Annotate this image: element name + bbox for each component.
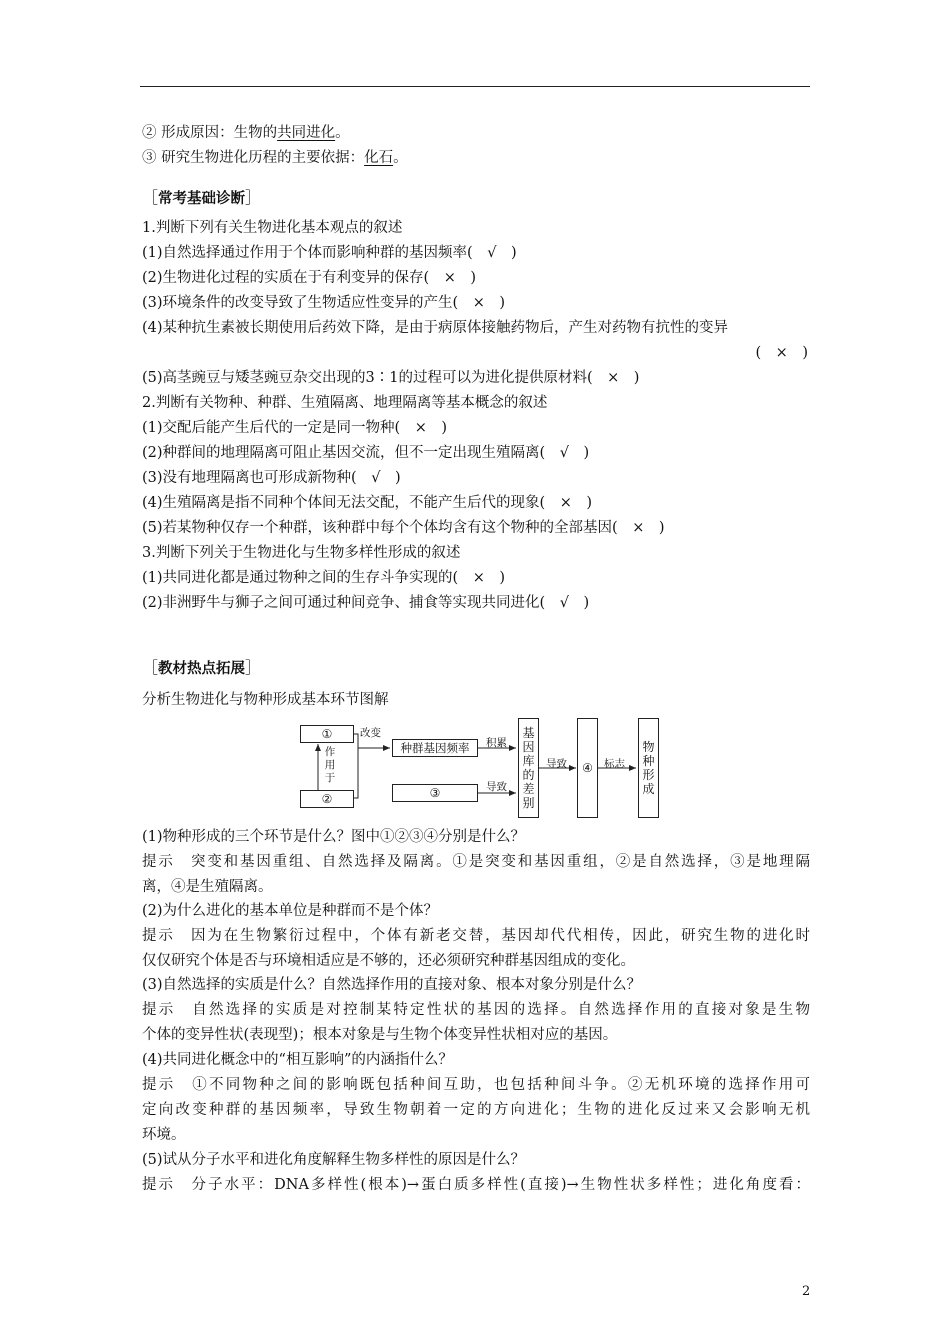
qa-answer: 提示 突变和基因重组、自然选择及隔离。①是突变和基因重组，②是自然选择，③是地理隔 [142,854,810,870]
qa-question: (1)物种形成的三个环节是什么？图中①②③④分别是什么？ [142,829,526,845]
marker-label: 标志 [604,758,625,770]
qa-question: (3)自然选择的实质是什么？自然选择作用的直接对象、根本对象分别是什么？ [142,977,642,993]
box-1: ① [300,725,354,743]
qa-question: (4)共同进化概念中的“相互影响”的内涵指什么？ [142,1052,453,1068]
list-item: (2)种群间的地理隔离可阻止基因交流，但不一定出现生殖隔离( √ ) [142,445,590,461]
qa-answer: 提示 因为在生物繁衍过程中，个体有新老交替，基因却代代相传，因此，研究生物的进化时 [142,928,810,944]
q2-heading: 2.判断有关物种、种群、生殖隔离、地理隔离等基本概念的叙述 [142,395,548,411]
section-title-extension: ［教材热点拓展］ [142,658,262,677]
list-item: (4)某种抗生素被长期使用后药效下降，是由于病原体接触药物后，产生对药物有抗性的变异 [142,320,729,336]
list-item: (2)非洲野牛与狮子之间可通过种间竞争、捕食等实现共同进化( √ ) [142,595,590,611]
list-item: (3)没有地理隔离也可形成新物种( √ ) [142,470,401,486]
list-item: (3)环境条件的改变导致了生物适应性变异的产生( × ) [142,295,506,311]
gene-pool-diff-box: 基因库的差别 [518,718,539,818]
qa-answer: 仅仅研究个体是否与环境相适应是不够的，还必须研究种群基因组成的变化。 [142,953,635,969]
list-item: (5)若某物种仅存一个种群，该种群中每个个体均含有这个物种的全部基因( × ) [142,520,665,536]
evidence-line: ③ 研究生物进化历程的主要依据：化石。 [142,150,408,166]
qa-answer: 提示 分子水平：DNA多样性(根本)→蛋白质多样性(直接)→生物性状多样性；进化角度看： [142,1177,810,1193]
q3-heading: 3.判断下列关于生物进化与生物多样性形成的叙述 [142,545,461,561]
section-title-basic: ［常考基础诊断］ [142,188,262,207]
list-item: (2)生物进化过程的实质在于有利变异的保存( × ) [142,270,477,286]
speciation-box: 物种形成 [638,718,659,818]
qa-answer: 离，④是生殖隔离。 [142,879,273,895]
box-3: ③ [392,784,478,802]
qa-answer: 个体的变异性状(表现型)；根本对象是与生物个体变异性状相对应的基因。 [142,1027,618,1043]
speciation-diagram [296,716,660,820]
box-4: ④ [577,718,598,818]
box-2: ② [300,790,354,808]
qa-question: (2)为什么进化的基本单位是种群而不是个体？ [142,903,439,919]
change-label: 改变 [360,727,381,739]
list-item: (5)高茎豌豆与矮茎豌豆杂交出现的3∶1的过程可以为进化提供原材料( × ) [142,370,640,386]
q1-heading: 1.判断下列有关生物进化基本观点的叙述 [142,220,403,236]
lead-to-label-2: 导致 [546,758,567,770]
gene-frequency-box: 种群基因频率 [392,739,478,757]
diagram-intro: 分析生物进化与物种形成基本环节图解 [142,692,389,708]
qa-answer: 定向改变种群的基因频率，导致生物朝着一定的方向进化；生物的进化反过来又会影响无机 [142,1102,810,1118]
list-item: (4)生殖隔离是指不同种个体间无法交配，不能产生后代的现象( × ) [142,495,593,511]
lead-to-label-1: 导致 [486,781,507,793]
list-item: (1)共同进化都是通过物种之间的生存斗争实现的( × ) [142,570,506,586]
list-item: (1)自然选择通过作用于个体而影响种群的基因频率( √ ) [142,245,517,261]
page-number: 2 [802,1284,811,1299]
qa-answer: 环境。 [142,1127,186,1143]
qa-answer: 提示 自然选择的实质是对控制某特定性状的基因的选择。自然选择作用的直接对象是生物 [142,1002,810,1018]
reason-line: ② 形成原因：生物的共同进化。 [142,125,350,141]
list-item: (1)交配后能产生后代的一定是同一物种( × ) [142,420,448,436]
accumulate-label: 积累 [486,737,507,749]
act-on-label: 作用于 [324,746,336,784]
header-rule [140,86,810,87]
qa-answer: 提示 ①不同物种之间的影响既包括种间互助，也包括种间斗争。②无机环境的选择作用可 [142,1077,810,1093]
qa-question: (5)试从分子水平和进化角度解释生物多样性的原因是什么？ [142,1152,526,1168]
answer-mark: ( × ) [755,345,808,361]
